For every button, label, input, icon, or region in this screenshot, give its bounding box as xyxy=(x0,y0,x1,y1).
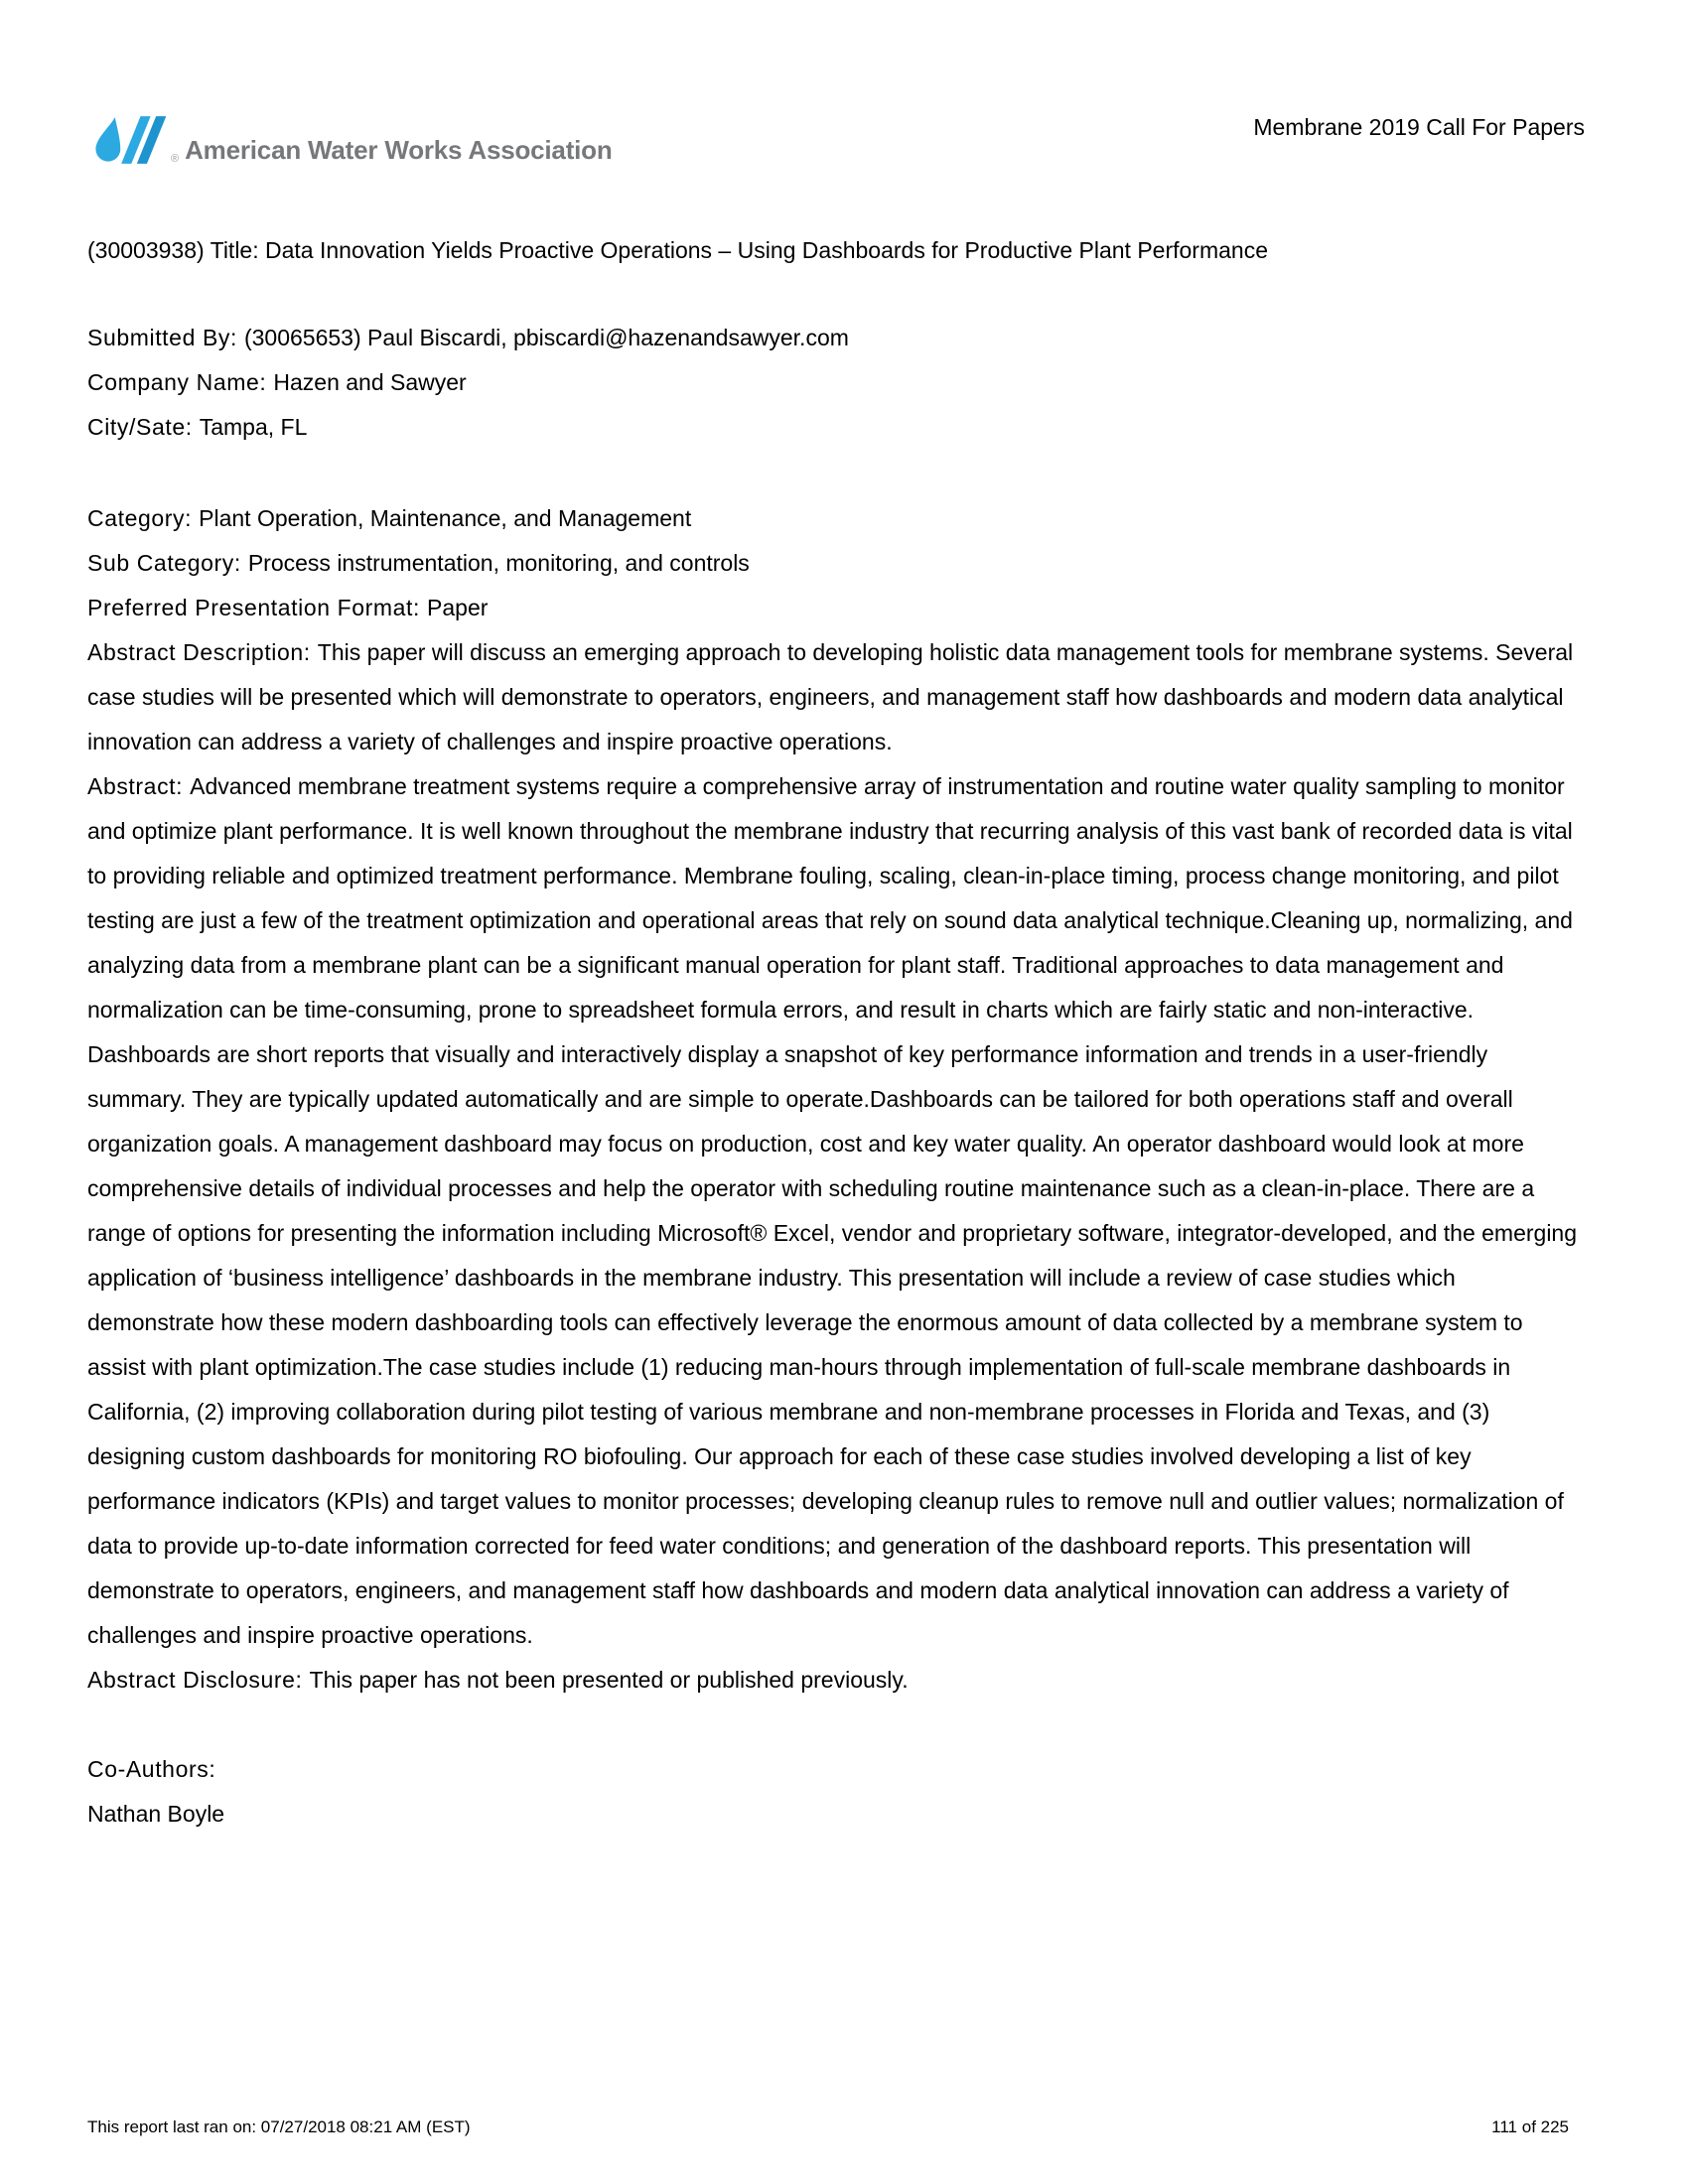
abstract-description-label: Abstract Description: xyxy=(87,639,311,665)
abstract-report-body xyxy=(87,228,1585,1837)
abstract-paragraph xyxy=(87,764,1585,1658)
company-name-line xyxy=(87,360,1585,405)
report-last-ran-timestamp: This report last ran on: 07/27/2018 08:21 AM (EST) xyxy=(87,2117,471,2136)
abstract-disclosure-line xyxy=(87,1658,1585,1703)
submitted-by-label: Submitted By: xyxy=(87,325,237,350)
contact-info-block xyxy=(87,316,1585,450)
registered-trademark-symbol: ® xyxy=(171,153,180,165)
city-state-value: Tampa, FL xyxy=(199,414,308,440)
category-label: Category: xyxy=(87,505,193,531)
presentation-format-label: Preferred Presentation Format: xyxy=(87,595,421,620)
abstract-description-text: This paper will discuss an emerging approach to developing holistic data management tools for membrane systems. Several case studies will be presented which will demonstrate to operators, engineers, and management staff how dashboards and modern data analytical innovation can address a variety of challenges and inspire proactive operations. xyxy=(87,639,1574,754)
report-header-title: Membrane 2019 Call For Papers xyxy=(1253,114,1585,140)
category-value: Plant Operation, Maintenance, and Management xyxy=(199,505,692,531)
abstract-text: Advanced membrane treatment systems require a comprehensive array of instrumentation and routine water quality sampling to monitor and optimize plant performance. It is well known throughout the membrane industry that recurring analysis of this vast bank of recorded data is vital to providing reliable and optimized treatment performance. Membrane fouling, scaling, clean-in-place timing, process change monitoring, and pilot testing are just a few of the treatment optimization and operational areas that rely on sound data analytical technique.Cleaning up, normalizing, and analyzing data from a membrane plant can be a significant manual operation for plant staff. Traditional approaches to data management and normalization can be time-consuming, prone to spreadsheet formula errors, and result in charts which are fairly static and non-interactive. Dashboards are short reports that visually and interactively display a snapshot of key performance information and trends in a user-friendly summary. They are typically updated automatically and are simple to operate.Dashboards can be tailored for both operations staff and overall organization goals. A management dashboard may focus on production, cost and key water quality. An operator dashboard would look at more comprehensive details of individual processes and help the operator with scheduling routine maintenance such as a clean-in-place. There are a range of options for presenting the information including Microsoft® Excel, vendor and proprietary software, integrator-developed, and the emerging application of ‘business intelligence’ dashboards in the membrane industry. This presentation will include a review of case studies which demonstrate how these modern dashboarding tools can effectively leverage the enormous amount of data collected by a membrane system to assist with plant optimization.The case studies include (1) reducing man-hours through implementation of full-scale membrane dashboards in California, (2) improving collaboration during pilot testing of various membrane and non-membrane processes in Florida and Texas, and (3) designing custom dashboards for monitoring RO biofouling. Our approach for each of these case studies involved developing a list of key performance indicators (KPIs) and target values to monitor processes; developing cleanup rules to remove null and outlier values; normalization of data to provide up-to-date information corrected for feed water conditions; and generation of the dashboard reports. This presentation will demonstrate to operators, engineers, and management staff how dashboards and modern data analytical innovation can address a variety of challenges and inspire proactive operations. xyxy=(87,773,1578,1648)
presentation-format-value: Paper xyxy=(427,595,489,620)
submitted-by-value: (30065653) Paul Biscardi, pbiscardi@hazenandsawyer.com xyxy=(243,325,849,350)
awwa-logo xyxy=(89,109,613,169)
submitted-by-line xyxy=(87,316,1585,360)
classification-block xyxy=(87,496,1585,630)
page-number: 111 of 225 xyxy=(1491,2117,1569,2136)
sub-category-label: Sub Category: xyxy=(87,550,241,576)
presentation-format-line xyxy=(87,586,1585,630)
co-authors-label: Co-Authors: xyxy=(87,1756,216,1782)
city-state-line xyxy=(87,405,1585,450)
brand-name: American Water Works Association xyxy=(185,135,613,165)
city-state-label: City/Sate: xyxy=(87,414,193,440)
category-line xyxy=(87,496,1585,541)
abstract-disclosure-label: Abstract Disclosure: xyxy=(87,1667,303,1693)
co-authors-block xyxy=(87,1747,1585,1837)
co-author-name: Nathan Boyle xyxy=(87,1801,225,1827)
sub-category-line xyxy=(87,541,1585,586)
awwa-water-drop-icon xyxy=(89,111,181,169)
abstract-disclosure-text: This paper has not been presented or published previously. xyxy=(309,1667,909,1693)
abstract-description-paragraph xyxy=(87,630,1585,764)
company-name-label: Company Name: xyxy=(87,369,267,395)
abstract-label: Abstract: xyxy=(87,773,184,799)
sub-category-value: Process instrumentation, monitoring, and controls xyxy=(247,550,750,576)
company-name-value: Hazen and Sawyer xyxy=(273,369,467,395)
submission-title-line: (30003938) Title: Data Innovation Yields Proactive Operations – Using Dashboards for Productive Plant Performance xyxy=(87,237,1268,263)
